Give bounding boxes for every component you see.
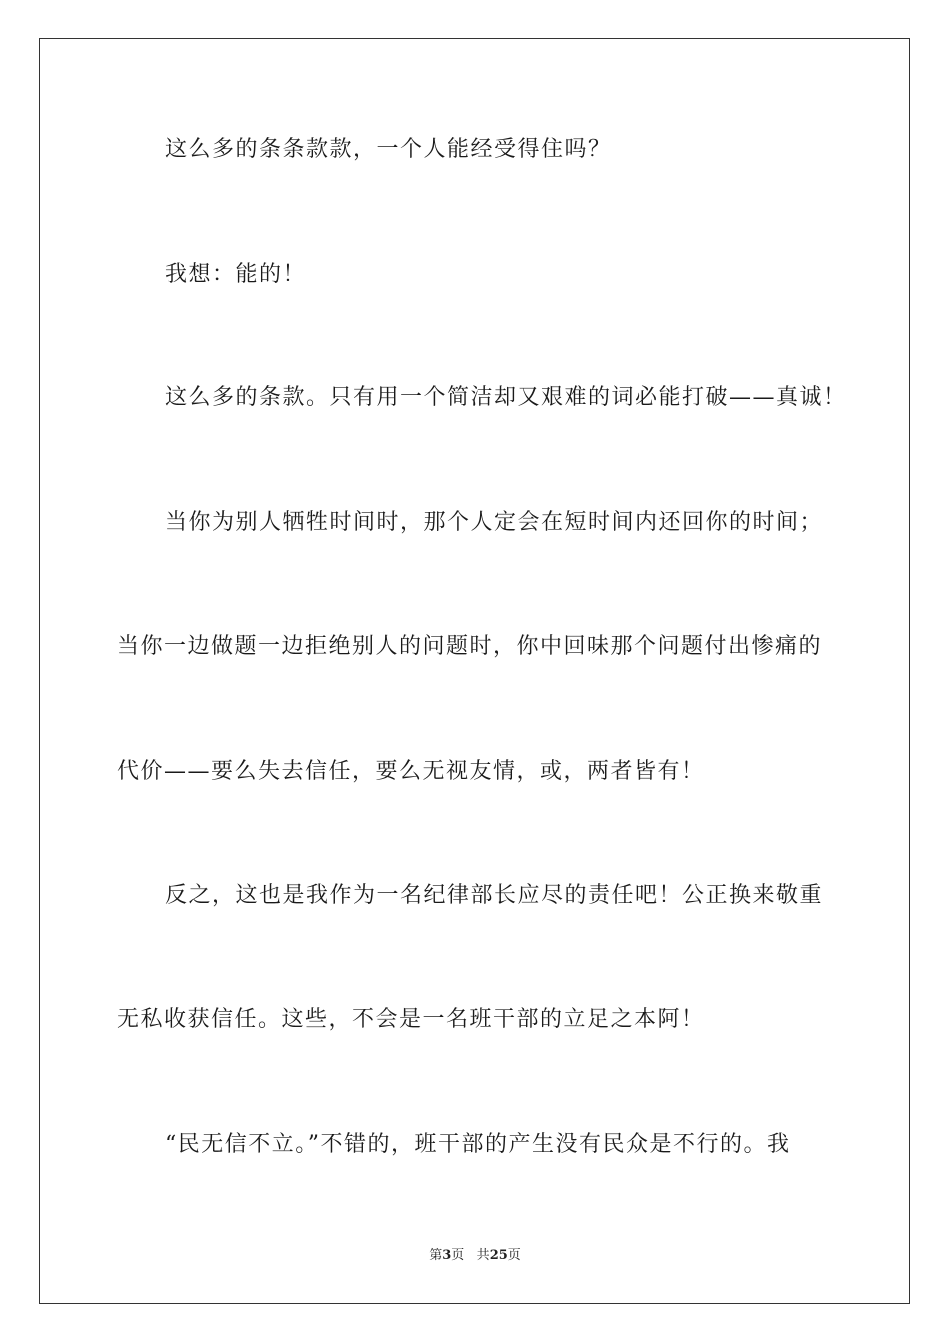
paragraph-line-6: 代价——要么失去信任，要么无视友情，或，两者皆有！: [117, 759, 705, 784]
page-prefix: 第: [429, 1248, 443, 1263]
total-prefix: 共: [476, 1248, 490, 1263]
paragraph-line-9: “民无信不立。”不错的，班干部的产生没有民众是不行的。我: [165, 1132, 791, 1157]
paragraph-line-3: 这么多的条款。只有用一个简洁却又艰难的词必能打破——真诚！: [165, 385, 847, 410]
paragraph-line-8: 无私收获信任。这些，不会是一名班干部的立足之本阿！: [117, 1007, 705, 1032]
paragraph-line-2: 我想：能的！: [165, 262, 307, 287]
paragraph-line-7: 反之，这也是我作为一名纪律部长应尽的责任吧！公正换来敬重: [165, 883, 824, 908]
page-border: [39, 38, 910, 1304]
page-suffix: 页: [451, 1248, 465, 1263]
total-suffix: 页: [507, 1248, 521, 1263]
page-footer: [0, 1247, 950, 1265]
paragraph-line-5: 当你一边做题一边拒绝别人的问题时，你中回味那个问题付出惨痛的: [117, 634, 823, 659]
total-pages: 25: [489, 1248, 508, 1263]
paragraph-line-4: 当你为别人牺牲时间时，那个人定会在短时间内还回你的时间；: [165, 510, 824, 535]
paragraph-line-1: 这么多的条条款款，一个人能经受得住吗？: [165, 137, 612, 162]
page-number: 3: [442, 1248, 452, 1263]
